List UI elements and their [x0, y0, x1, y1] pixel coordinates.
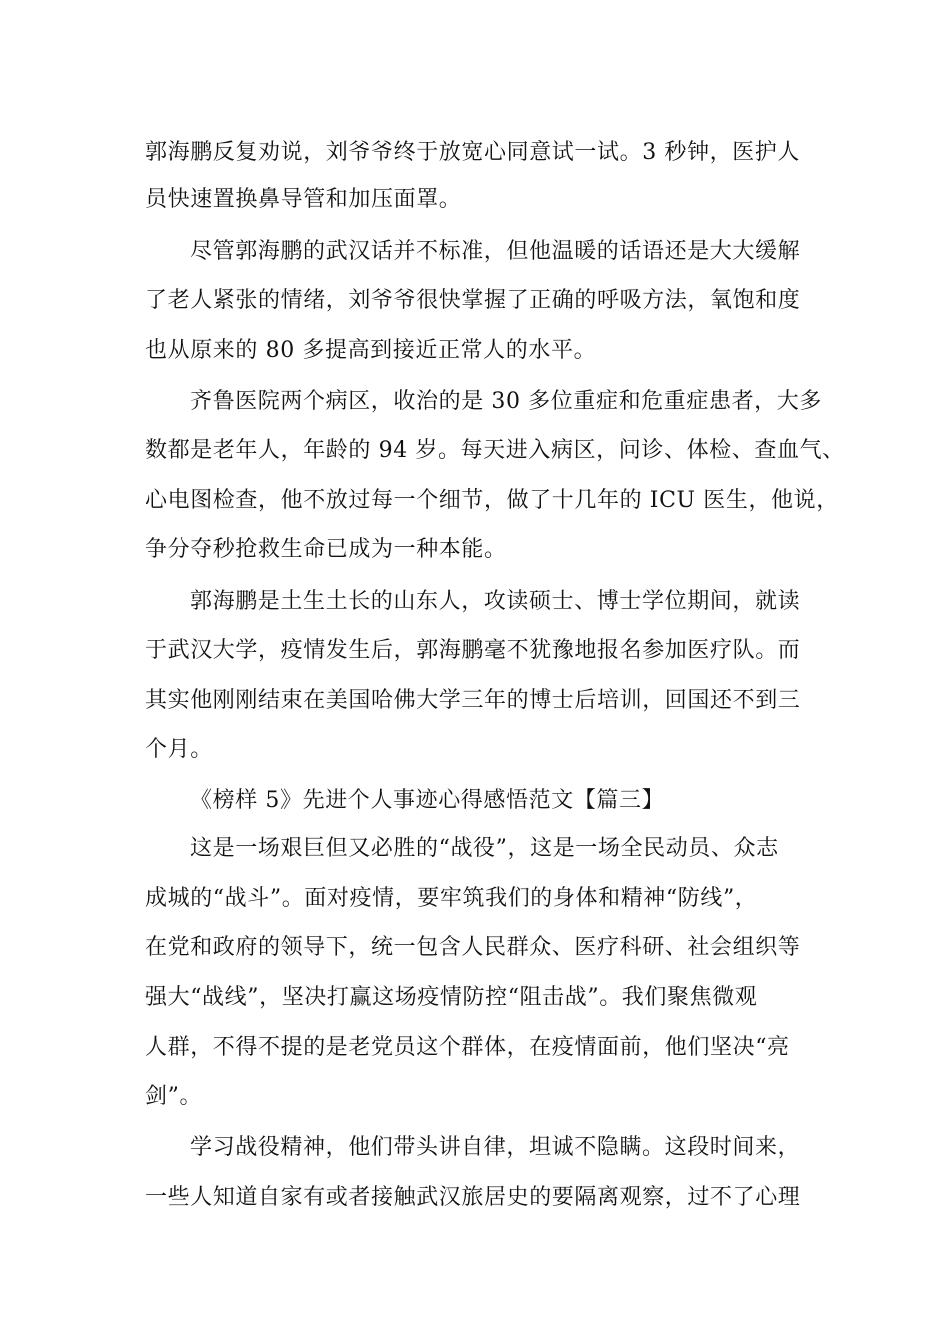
paragraph-line: 郭海鹏是土生土长的山东人，攻读硕士、博士学位期间，就读	[190, 589, 801, 614]
paragraph-line: 一些人知道自家有或者接触武汉旅居史的要隔离观察，过不了心理	[145, 1185, 801, 1210]
section-heading: 《榜样 5》先进个人事迹心得感悟范文【篇三】	[190, 788, 665, 813]
paragraph-line: 这是一场艰巨但又必胜的“战役”，这是一场全民动员、众志	[190, 836, 779, 861]
paragraph-line: 也从原来的 80 多提高到接近正常人的水平。	[145, 338, 597, 363]
paragraph-line: 了老人紧张的情绪，刘爷爷很快掌握了正确的呼吸方法，氧饱和度	[145, 288, 801, 313]
paragraph-line: 其实他刚刚结束在美国哈佛大学三年的博士后培训，回国还不到三	[145, 688, 801, 713]
paragraph-line: 成城的“战斗”。面对疫情，要牢筑我们的身体和精神“防线”，	[145, 886, 758, 911]
paragraph-line: 争分夺秒抢救生命已成为一种本能。	[145, 537, 507, 562]
paragraph-line: 强大“战线”，坚决打赢这场疫情防控“阻击战”。我们聚焦微观	[145, 985, 758, 1010]
paragraph-line: 尽管郭海鹏的武汉话并不标准，但他温暖的话语还是大大缓解	[190, 239, 801, 264]
paragraph-line: 人群，不得不提的是老党员这个群体，在疫情面前，他们坚决“亮	[145, 1035, 790, 1060]
paragraph-line: 齐鲁医院两个病区，收治的是 30 多位重症和危重症患者，大多	[190, 389, 822, 414]
paragraph-line: 学习战役精神，他们带头讲自律，坦诚不隐瞒。这段时间来，	[190, 1135, 801, 1160]
paragraph-line: 郭海鹏反复劝说，刘爷爷终于放宽心同意试一试。3 秒钟，医护人	[145, 140, 800, 165]
paragraph-line: 员快速置换鼻导管和加压面罩。	[145, 187, 462, 212]
paragraph-line: 于武汉大学，疫情发生后，郭海鹏毫不犹豫地报名参加医疗队。而	[145, 638, 801, 663]
paragraph-line: 个月。	[145, 737, 213, 762]
paragraph-line: 剑”。	[145, 1084, 203, 1109]
paragraph-line: 在党和政府的领导下，统一包含人民群众、医疗科研、社会组织等	[145, 935, 801, 960]
paragraph-line: 数都是老年人，年龄的 94 岁。每天进入病区，问诊、体检、查血气、	[145, 438, 845, 463]
paragraph-line: 心电图检查，他不放过每一个细节，做了十几年的 ICU 医生，他说，	[145, 488, 839, 513]
